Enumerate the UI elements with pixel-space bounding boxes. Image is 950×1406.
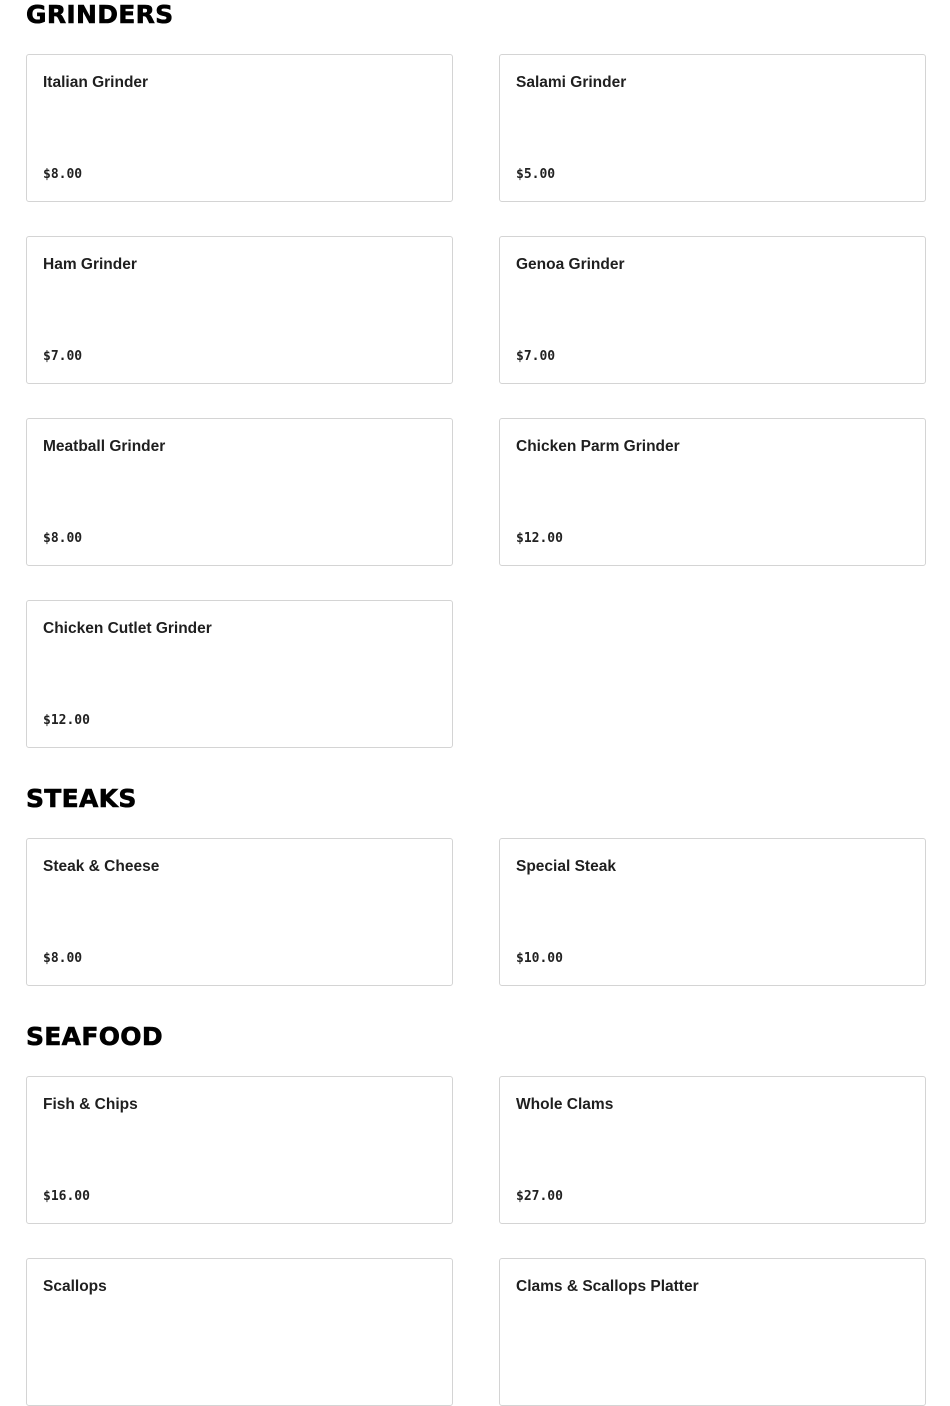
- section-title-grinders: GRINDERS: [26, 0, 174, 29]
- menu-item-card[interactable]: [26, 1258, 453, 1406]
- menu-item-card[interactable]: [26, 600, 453, 748]
- menu-item-price: $8.00: [43, 531, 83, 546]
- menu-item-price: $8.00: [43, 951, 83, 966]
- menu-item-card[interactable]: [26, 54, 453, 202]
- menu-item-name: Special Steak: [516, 858, 616, 875]
- menu-item-name: Chicken Cutlet Grinder: [43, 620, 212, 637]
- section-title-seafood: SEAFOOD: [26, 1022, 163, 1051]
- menu-item-name: Steak & Cheese: [43, 858, 160, 875]
- menu-item-name: Whole Clams: [516, 1096, 614, 1113]
- menu-item-price: $7.00: [43, 349, 83, 364]
- menu-item-card[interactable]: [499, 54, 926, 202]
- menu-item-name: Genoa Grinder: [516, 256, 625, 273]
- menu-item-card[interactable]: [26, 838, 453, 986]
- menu-item-card[interactable]: [26, 418, 453, 566]
- section-title-steaks: STEAKS: [26, 784, 137, 813]
- menu-item-name: Clams & Scallops Platter: [516, 1278, 699, 1295]
- menu-item-card[interactable]: [499, 1076, 926, 1224]
- menu-item-card[interactable]: [499, 418, 926, 566]
- menu-item-price: $27.00: [516, 1189, 563, 1204]
- menu-item-price: $12.00: [43, 713, 90, 728]
- menu-item-price: $16.00: [43, 1189, 90, 1204]
- menu-item-name: Ham Grinder: [43, 256, 137, 273]
- menu-item-price: $7.00: [516, 349, 556, 364]
- menu-item-card[interactable]: [499, 1258, 926, 1406]
- menu-item-price: $8.00: [43, 167, 83, 182]
- menu-item-name: Fish & Chips: [43, 1096, 138, 1113]
- menu-item-price: $10.00: [516, 951, 563, 966]
- menu-item-name: Meatball Grinder: [43, 438, 166, 455]
- menu-item-card[interactable]: [499, 838, 926, 986]
- menu-item-card[interactable]: [499, 236, 926, 384]
- menu-item-name: Chicken Parm Grinder: [516, 438, 680, 455]
- menu-item-name: Salami Grinder: [516, 74, 627, 91]
- menu-item-card[interactable]: [26, 236, 453, 384]
- menu-item-card[interactable]: [26, 1076, 453, 1224]
- menu-item-price: $12.00: [516, 531, 563, 546]
- menu-item-price: $5.00: [516, 167, 556, 182]
- menu-item-name: Italian Grinder: [43, 74, 149, 91]
- menu-item-name: Scallops: [43, 1278, 107, 1295]
